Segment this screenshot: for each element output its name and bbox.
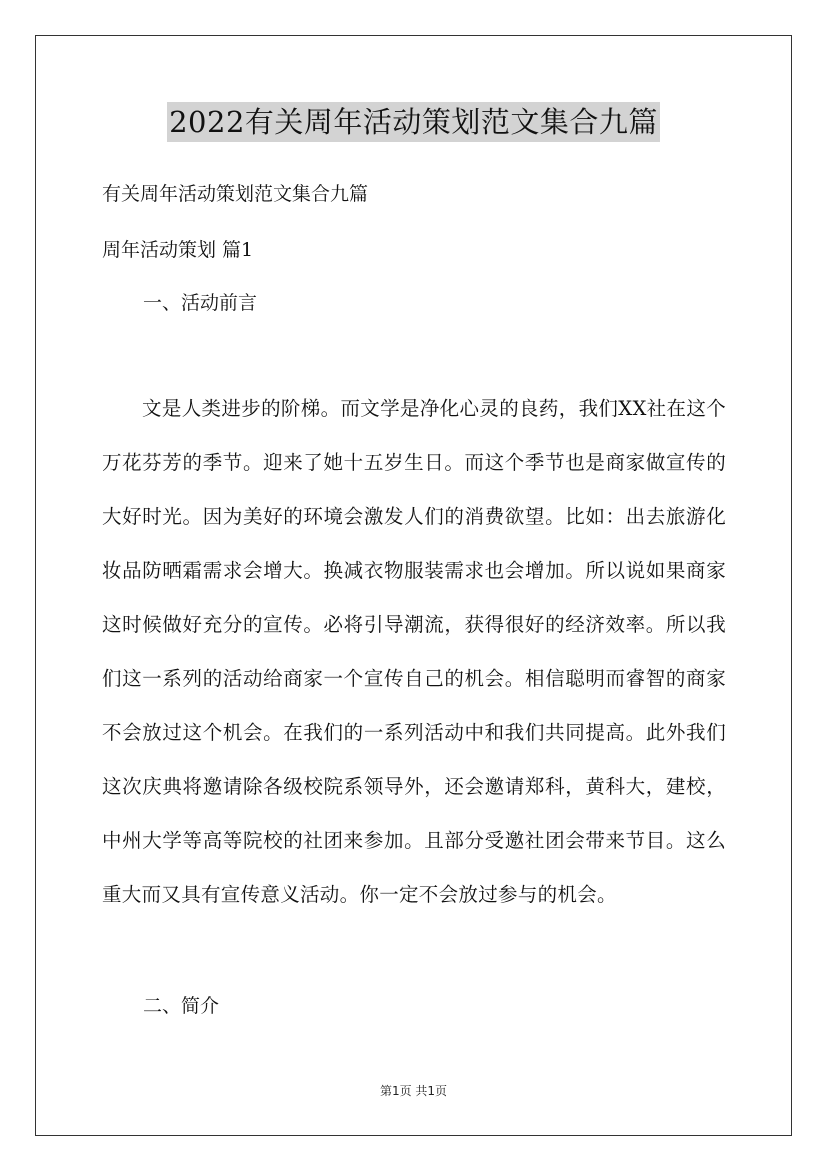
document-subtitle: 有关周年活动策划范文集合九篇	[102, 183, 369, 205]
heading-activity-preface: 一、活动前言	[143, 292, 258, 314]
heading-introduction: 二、简介	[143, 995, 220, 1017]
document-title: 2022有关周年活动策划范文集合九篇	[167, 102, 660, 142]
section-heading: 周年活动策划 篇1	[102, 239, 254, 261]
page-footer: 第1页 共1页	[379, 1084, 448, 1098]
document-title-block	[0, 102, 827, 142]
paragraph-preface: 文是人类进步的阶梯。而文学是净化心灵的良药，我们XX社在这个万花芬芳的季节。迎来了她十五岁生日。而这个季节也是商家做宣传的大好时光。因为美好的环境会激发人们的消费欲望。比如：出去旅游化妆品防晒霜需求会增大。换减衣物服装需求也会增加。所以说如果商家这时候做好充分的宣传。必将引导潮流，获得很好的经济效率。所以我们这一系列的活动给商家一个宣传自己的机会。相信聪明而睿智的商家不会放过这个机会。在我们的一系列活动中和我们共同提高。此外我们这次庆典将邀请除各级校院系领导外，还会邀请郑科，黄科大，建校，中州大学等高等院校的社团来参加。且部分受邀社团会带来节目。这么重大而又具有宣传意义活动。你一定不会放过参与的机会。	[102, 397, 726, 906]
